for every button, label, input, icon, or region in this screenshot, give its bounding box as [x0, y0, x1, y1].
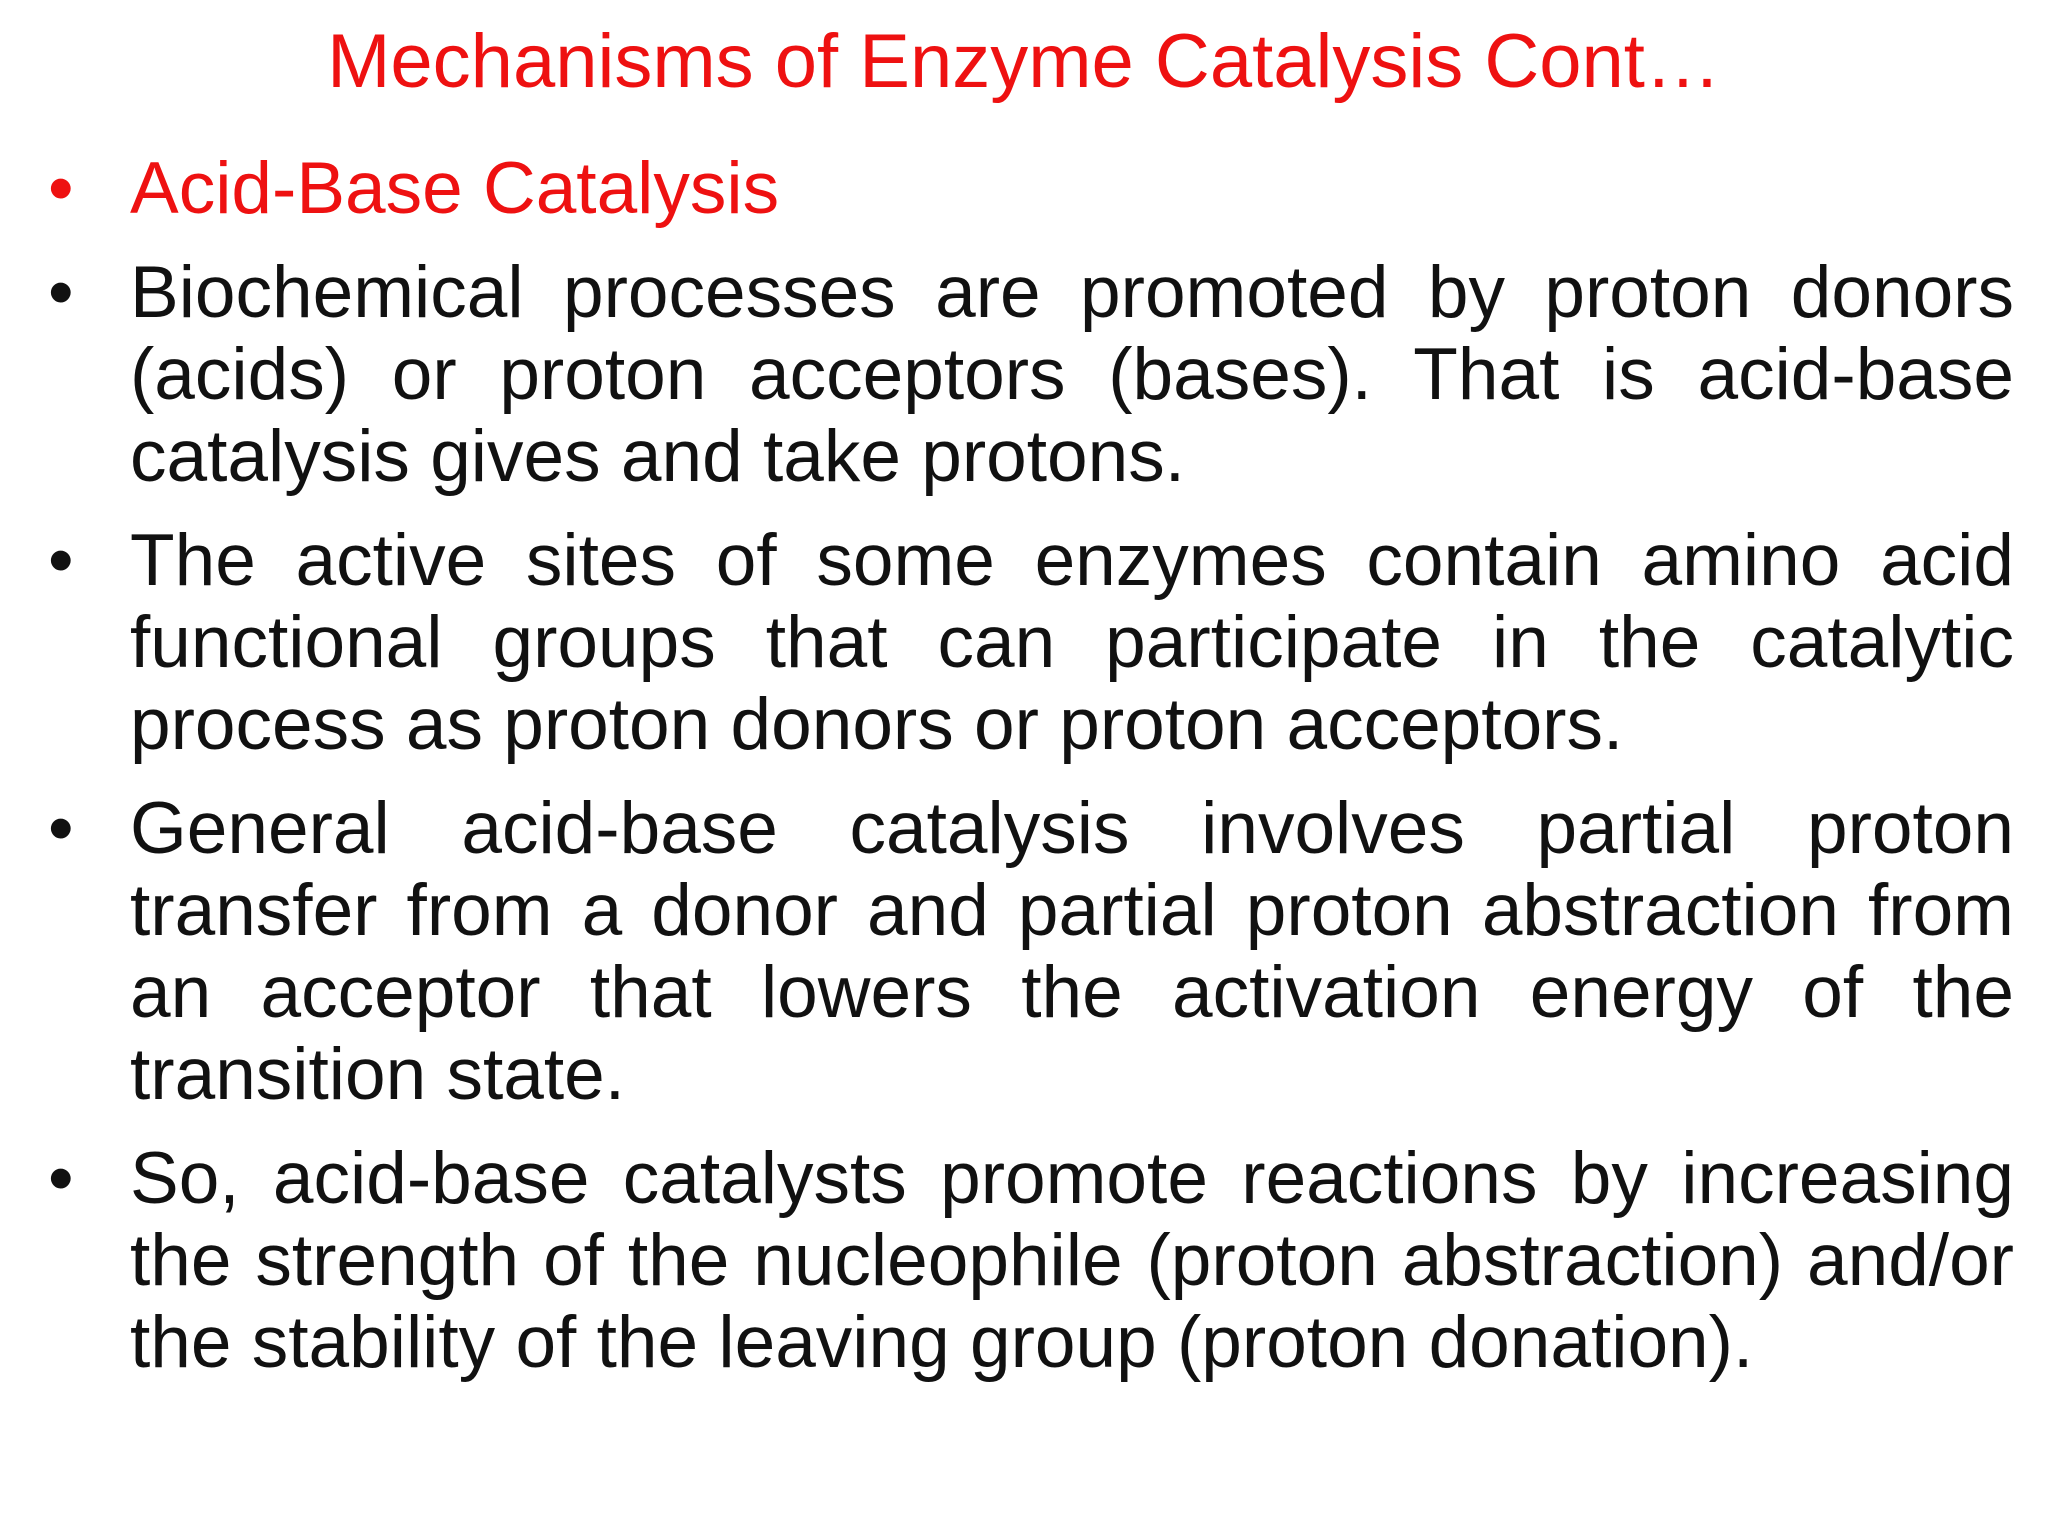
- bullet-dot-icon: •: [48, 788, 74, 869]
- bullet-catalysts-promote: [48, 1138, 2014, 1384]
- bullet-active-sites: [48, 520, 2014, 766]
- slide-title: Mechanisms of Enzyme Catalysis Cont…: [327, 19, 1721, 104]
- bullet-text: The active sites of some enzymes contain amino acid functional groups that can participate in the catalytic process as proton donors or proton acceptors.: [130, 520, 2014, 765]
- bullet-general-acid-base: [48, 788, 2014, 1116]
- bullet-text: Biochemical processes are promoted by proton donors (acids) or proton acceptors (bases). That is acid-base catalysis gives and take protons.: [130, 252, 2014, 497]
- bullet-text: General acid-base catalysis involves partial proton transfer from a donor and partial proton abstraction from an acceptor that lowers the activation energy of the transition state.: [130, 788, 2014, 1115]
- bullet-dot-icon: •: [48, 148, 74, 229]
- bullet-text: So, acid-base catalysts promote reactions by increasing the strength of the nucleophile (proton abstraction) and/or the stability of the leaving group (proton donation).: [130, 1138, 2014, 1383]
- bullet-heading-acid-base: [48, 148, 2014, 230]
- bullet-dot-icon: •: [48, 520, 74, 601]
- bullet-biochemical-processes: [48, 252, 2014, 498]
- bullet-text: Acid-Base Catalysis: [130, 148, 780, 229]
- bullet-list: [48, 148, 2014, 1406]
- bullet-dot-icon: •: [48, 1138, 74, 1219]
- bullet-dot-icon: •: [48, 252, 74, 333]
